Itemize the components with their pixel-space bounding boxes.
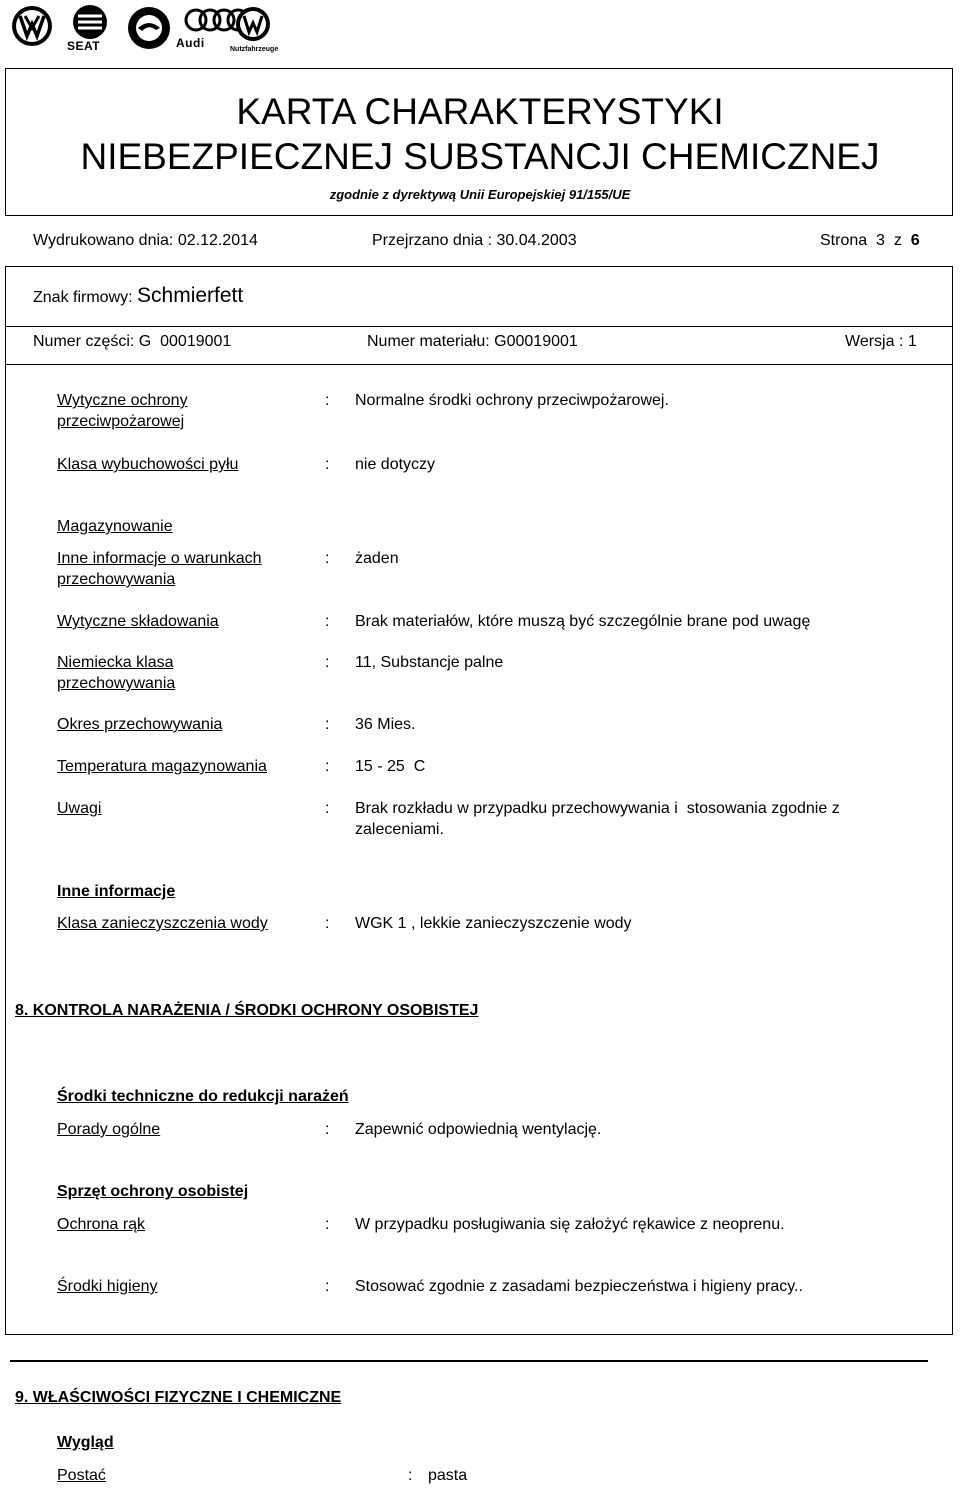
brand-value: Schmierfett: [137, 284, 244, 307]
german-storage-class-value: 11, Substancje palne: [355, 654, 504, 671]
colon: :: [325, 716, 330, 733]
nutzfahrzeuge-wordmark: Nutzfahrzeuge: [230, 46, 279, 53]
document-subtitle: zgodnie z dyrektywą Unii Europejskiej 91/155/UE: [329, 187, 631, 202]
fire-protection-value: Normalne środki ochrony przeciwpożarowej.: [355, 392, 669, 409]
part-number: Numer części: G 00019001: [33, 333, 232, 350]
section-divider: [10, 1360, 928, 1362]
colon: :: [325, 800, 330, 817]
hygiene-measures-label: Środki higieny: [57, 1278, 158, 1295]
storage-temperature-label: Temperatura magazynowania: [57, 758, 267, 775]
storage-conditions-label: Inne informacje o warunkach przechowywania: [57, 550, 262, 588]
material-number: Numer materiału: G00019001: [367, 333, 578, 350]
colon: :: [325, 654, 330, 671]
version: Wersja : 1: [845, 333, 917, 350]
colon: :: [325, 758, 330, 775]
info-divider: [6, 326, 952, 327]
form-value: pasta: [428, 1467, 468, 1484]
page-current: 3: [876, 232, 885, 249]
water-hazard-class-label: Klasa zanieczyszczenia wody: [57, 915, 268, 932]
water-hazard-class-value: WGK 1 , lekkie zanieczyszczenie wody: [355, 915, 632, 932]
document-title-line1: KARTA CHARAKTERYSTYKI: [236, 91, 724, 132]
document-title-line2: NIEBEZPIECZNEJ SUBSTANCJI CHEMICZNEJ: [80, 136, 880, 177]
ppe-heading: Sprzęt ochrony osobistej: [57, 1183, 249, 1200]
colon: :: [325, 550, 330, 567]
colon: :: [325, 915, 330, 932]
colon: :: [325, 613, 330, 630]
colon: :: [325, 392, 330, 409]
colon: :: [325, 1121, 330, 1138]
seat-wordmark: SEAT: [67, 39, 101, 53]
section-9-heading: 9. WŁAŚCIWOŚCI FIZYCZNE I CHEMICZNE: [15, 1389, 342, 1406]
general-advice-value: Zapewnić odpowiednią wentylację.: [355, 1121, 602, 1138]
form-label: Postać: [57, 1467, 106, 1484]
brand-row: [33, 284, 243, 308]
hand-protection-value: W przypadku posługiwania się założyć rękawice z neoprenu.: [355, 1216, 785, 1233]
page-total: 6: [910, 232, 920, 249]
storage-period-value: 36 Mies.: [355, 716, 416, 733]
section-8-heading: 8. KONTROLA NARAŻENIA / ŚRODKI OCHRONY OSOBISTEJ: [15, 1002, 479, 1019]
storage-period-label: Okres przechowywania: [57, 716, 223, 733]
dust-explosion-label: Klasa wybuchowości pyłu: [57, 456, 239, 473]
page-prefix: Strona: [820, 232, 868, 249]
dust-explosion-value: nie dotyczy: [355, 456, 436, 473]
technical-measures-heading: Środki techniczne do redukcji narażeń: [57, 1088, 349, 1105]
brand-logos: [10, 4, 279, 54]
reviewed-date: Przejrzano dnia : 30.04.2003: [372, 232, 577, 249]
other-info-heading: Inne informacje: [57, 883, 176, 900]
storage-heading: Magazynowanie: [57, 518, 173, 535]
storage-guidelines-value: Brak materiałów, które muszą być szczególnie brane pod uwagę: [355, 613, 811, 630]
fire-protection-label: Wytyczne ochrony przeciwpożarowej: [57, 392, 188, 430]
storage-conditions-value: żaden: [355, 550, 399, 567]
storage-temperature-value: 15 - 25 C: [355, 758, 426, 775]
page-separator: z: [893, 232, 902, 249]
german-storage-class-label: Niemiecka klasa przechowywania: [57, 654, 176, 692]
page-number: [820, 232, 920, 250]
general-advice-label: Porady ogólne: [57, 1121, 161, 1138]
colon: :: [325, 1278, 330, 1295]
hand-protection-label: Ochrona rąk: [57, 1216, 146, 1233]
colon: :: [325, 1216, 330, 1233]
printed-date: Wydrukowano dnia: 02.12.2014: [33, 232, 258, 249]
colon: :: [325, 456, 330, 473]
audi-wordmark: Audi: [176, 36, 205, 50]
remarks-value: Brak rozkładu w przypadku przechowywania i stosowania zgodnie z zaleceniami.: [355, 800, 845, 838]
brand-label: Znak firmowy:: [33, 289, 133, 306]
hygiene-measures-value: Stosować zgodnie z zasadami bezpieczeństwa i higieny pracy..: [355, 1278, 803, 1295]
remarks-label: Uwagi: [57, 800, 102, 817]
colon: :: [408, 1467, 413, 1484]
storage-guidelines-label: Wytyczne składowania: [57, 613, 219, 630]
appearance-heading: Wygląd: [57, 1434, 114, 1451]
